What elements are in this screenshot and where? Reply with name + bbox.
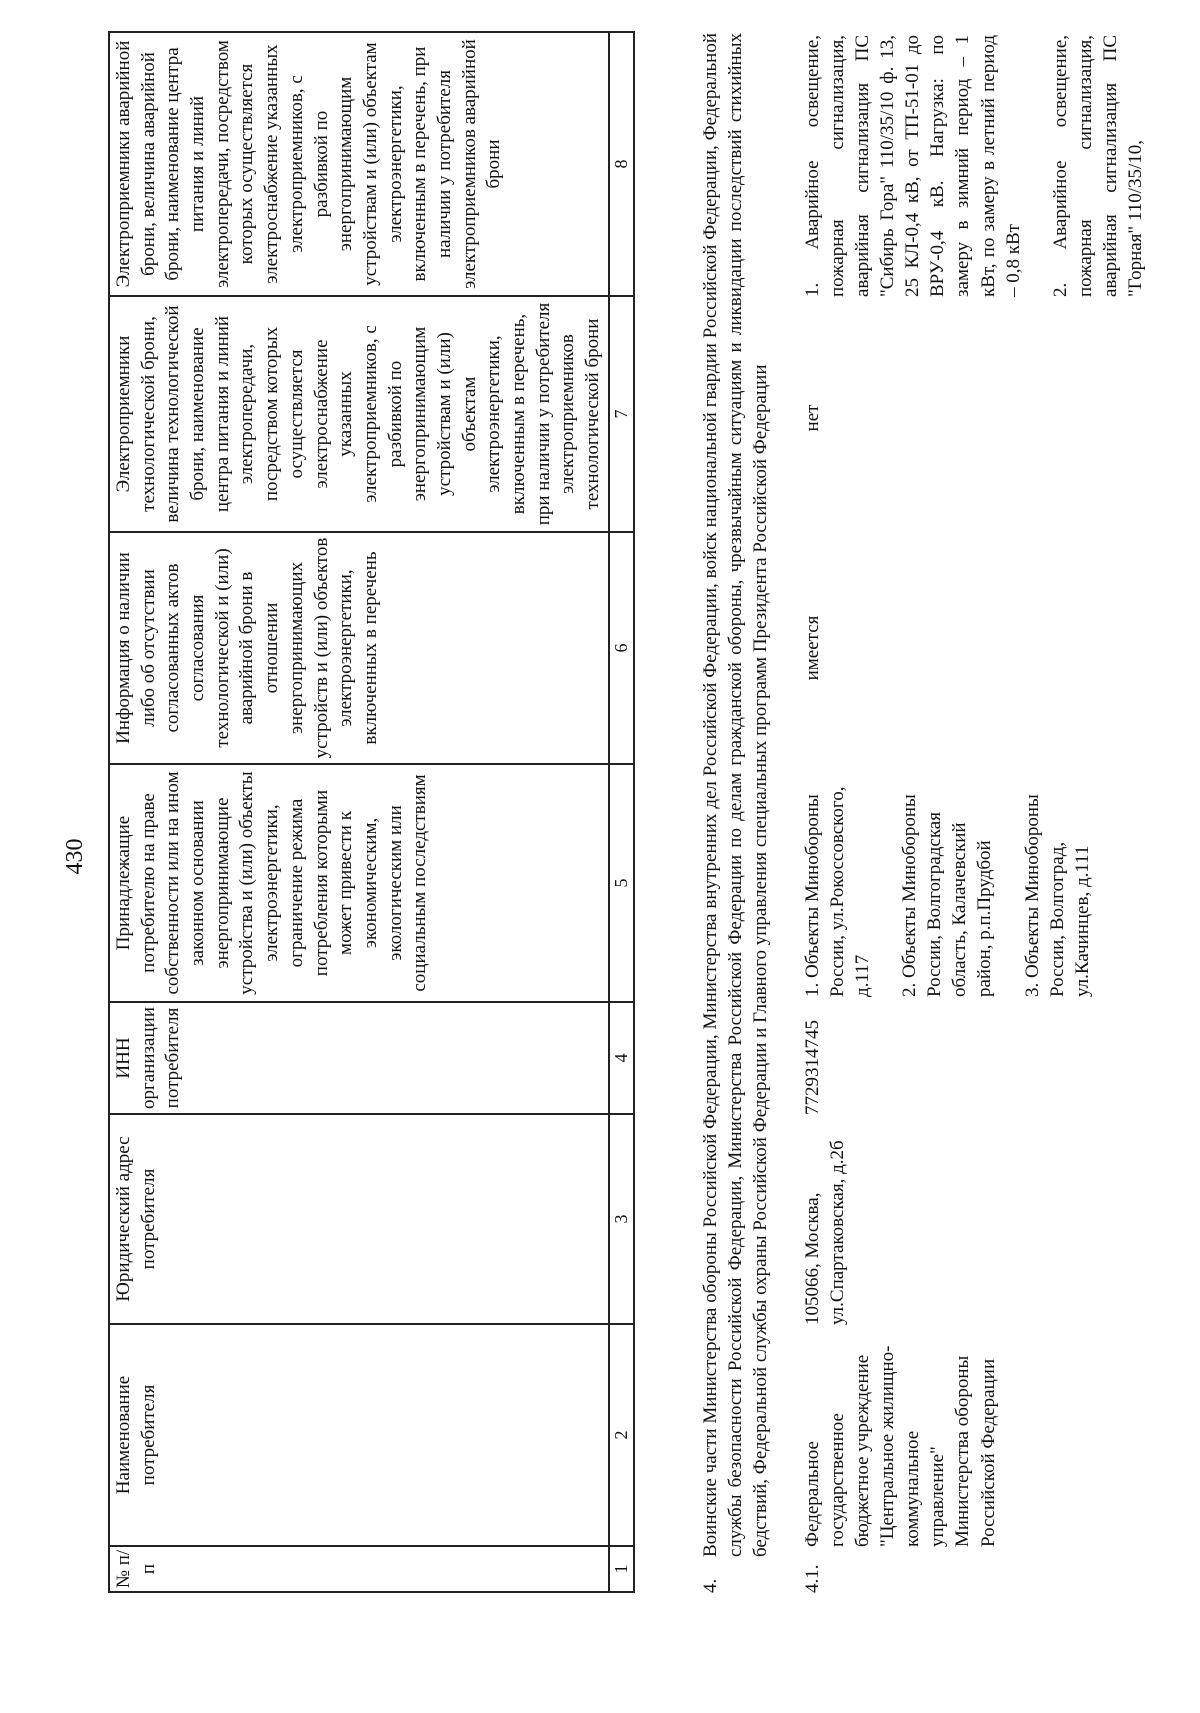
object-item: 2. Объекты Минобороны России, Волгоградская область, Калачевский район, р.п.Прудбой bbox=[899, 794, 996, 997]
column-number: 4 bbox=[609, 1002, 634, 1114]
entry-acts: имеется bbox=[802, 615, 823, 681]
header-tech-reserve: Электроприемники технологической брони, величина технологической брони, наименование центра питания и линий электропередачи, посредством которых осуществляется электроснабжение указанных электроприемников, с разбивкой по энергопринимающим устройствам и (или) объектам электроэнергетики, включенным в перечень, при наличии у потребителя электроприемников технологической брони bbox=[109, 296, 609, 532]
header-acts: Информация о наличии либо об отсутствии согласованных актов согласования технологической и (или) аварийной брони в отношении энергопринимающих устройств и (или) объектов электроэнергетики, включенных в перечень bbox=[109, 532, 609, 764]
column-number: 1 bbox=[609, 1546, 634, 1592]
header-devices: Принадлежащие потребителю на праве собственности или на ином законном основании энергопринимающие устройства и (или) объекты электроэнергетики, ограничение режима потребления которыми может привести к экономическим, экологическим или социальным последствиям bbox=[109, 764, 609, 1002]
object-item: 1. Объекты Минобороны России, ул.Рокоссовского, д.117 bbox=[802, 786, 874, 997]
column-number: 7 bbox=[609, 296, 634, 532]
emergency-item: 1. Аварийное освещение, пожарная сигнализация, аварийная сигнализация ПС "Сибирь Гора" 110/35/10 ф. 13, 25 КЛ-0,4 кВ, от ТП-51-01 до ВРУ-0,4 кВ. Нагрузка: по замеру в зимний период – 1 кВт, по замеру в летний период – 0,8 кВт bbox=[802, 35, 1024, 297]
entry-name: Федеральное государственное бюджетное учреждение "Центральное жилищно-коммунальное управление" Министерства обороны Российской Федерации bbox=[802, 1345, 999, 1547]
entry-inn: 7729314745 bbox=[802, 1020, 823, 1115]
column-number: 3 bbox=[609, 1114, 634, 1324]
object-item: 3. Объекты Минобороны России, Волгоград, ул.Качинцев, д.111 bbox=[1021, 794, 1093, 997]
entry-address: 105066, Москва, ул.Спартаковская, д.2б bbox=[802, 1140, 849, 1325]
column-number: 2 bbox=[609, 1324, 634, 1546]
page-number: 430 bbox=[62, 838, 88, 875]
header-number: № п/п bbox=[109, 1546, 609, 1592]
header-address: Юридический адрес потребителя bbox=[109, 1114, 609, 1324]
entry-emergency-reserve bbox=[800, 35, 1170, 297]
entry-number: 4.1. bbox=[802, 1564, 823, 1593]
column-number: 6 bbox=[609, 532, 634, 764]
column-number-row bbox=[609, 32, 634, 1592]
section-text: Воинские части Министерства обороны Российской Федерации, Министерства внутренних дел Российской Федерации, войск национальной гвардии Российской Федерации, Федеральной службы безопасности Российской Федерации, Министерства Российской Федерации по делам гражданской обороны, чрезвычайным ситуациям и ликвидации последствий стихийных бедствий, Федеральной службы охраны Российской Федерации и Главного управления специальных программ Президента Российской Федерации bbox=[700, 33, 772, 1557]
header-inn: ИНН организации потребителя bbox=[109, 1002, 609, 1114]
header-emergency-reserve: Электроприемники аварийной брони, величина аварийной брони, наименование центра питания и линий электропередачи, посредством которых осуществляется электроснабжение указанных электроприемников, с разбивкой по энергопринимающим устройствам и (или) объектам электроэнергетики, включенным в перечень, при наличии у потребителя электроприемников аварийной брони bbox=[109, 32, 609, 296]
section-number: 4. bbox=[700, 1578, 721, 1593]
entry-objects bbox=[800, 775, 1117, 997]
header-name: Наименование потребителя bbox=[109, 1324, 609, 1546]
table-header bbox=[108, 31, 635, 1593]
column-number: 8 bbox=[609, 32, 634, 296]
table-row bbox=[800, 33, 1200, 1593]
emergency-item: 2. Аварийное освещение, пожарная сигнализация, аварийная сигнализация ПС "Горная" 110/35/10, bbox=[1049, 35, 1146, 297]
entry-tech-reserve: нет bbox=[802, 404, 823, 432]
column-number: 5 bbox=[609, 764, 634, 1002]
header-row bbox=[109, 32, 609, 1592]
